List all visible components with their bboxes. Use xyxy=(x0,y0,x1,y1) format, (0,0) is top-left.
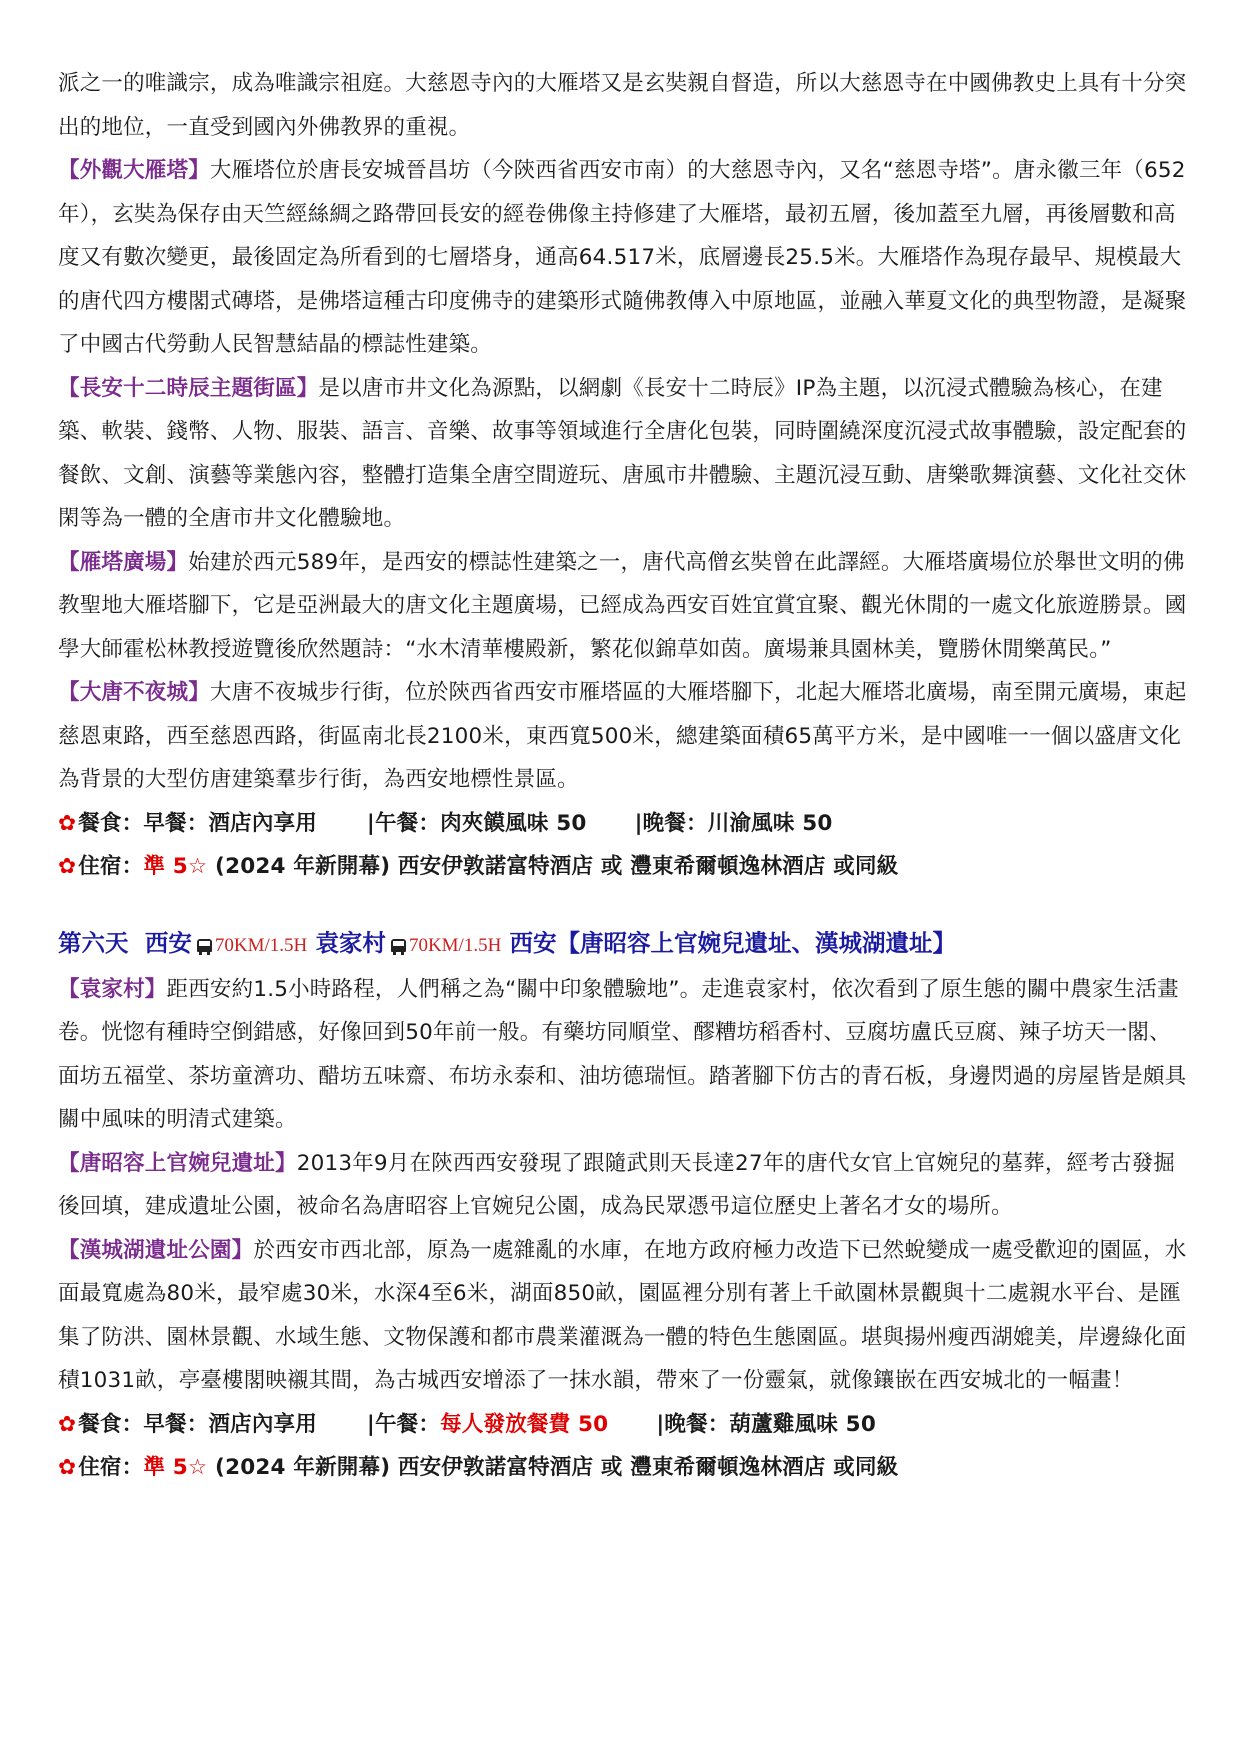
day-label: 第六天 xyxy=(58,928,129,957)
hotel-text: (2024 年新開幕) 西安伊敦諾富特酒店 或 灃東希爾頓逸林酒店 或同級 xyxy=(207,854,899,879)
day6-heading xyxy=(58,921,1188,968)
paragraph-text: 始建於西元589年，是西安的標誌性建築之一，唐代高僧玄奘曾在此譯經。大雁塔廣場位於舉世文明的佛教聖地大雁塔腳下，它是亞洲最大的唐文化主題廣場，已經成為西安百姓宜賞宜聚、觀光休閒的一處文化旅遊勝景。國學大師霍松林教授遊覽後欣然題詩：“水木清華樓殿新，繁花似錦草如茵。廣場兼具園林美，覽勝休閒樂萬民。” xyxy=(58,549,1187,662)
flower-icon: ✿ xyxy=(58,854,77,879)
dinner-text: 晚餐：葫蘆雞風味 50 xyxy=(664,1411,876,1437)
separator: | xyxy=(366,810,375,836)
paragraph-text: 派之一的唯識宗，成為唯識宗祖庭。大慈恩寺內的大雁塔又是玄奘親自督造，所以大慈恩寺在中國佛教史上具有十分突出的地位，一直受到國內外佛教界的重視。 xyxy=(58,71,1187,140)
lunch-text: 每人發放餐費 50 xyxy=(440,1411,609,1437)
hotel-text: (2024 年新開幕) 西安伊敦諾富特酒店 或 灃東希爾頓逸林酒店 或同級 xyxy=(207,1455,899,1480)
paragraph-text: 是以唐市井文化為源點，以網劇《長安十二時辰》IP為主題，以沉浸式體驗為核心，在建築、軟裝、錢幣、人物、服裝、語言、音樂、故事等領域進行全唐化包裝，同時圍繞深度沉浸式故事體驗，設定配套的餐飲、文創、演藝等業態內容，整體打造集全唐空間遊玩、唐風市井體驗、主題沉浸互動、唐樂歌舞演藝、文化社交休閑等為一體的全唐市井文化體驗地。 xyxy=(58,375,1187,531)
section-tag: 【大唐不夜城】 xyxy=(58,680,210,705)
page-content xyxy=(58,62,1188,1490)
city-mid: 袁家村 xyxy=(315,928,386,957)
city-from: 西安 xyxy=(144,928,192,957)
distance-1: 70KM/1.5H xyxy=(214,934,308,956)
stay-label: 住宿： xyxy=(78,854,144,879)
paragraph-text: 距西安約1.5小時路程，人們稱之為“關中印象體驗地”。走進袁家村，依次看到了原生態的關中農家生活畫卷。恍惚有種時空倒錯感，好像回到50年前一般。有藥坊同順堂、醪糟坊稻香村、豆腐坊盧氏豆腐、辣子坊天一閣、面坊五福堂、茶坊童濟功、醋坊五味齋、布坊永泰和、油坊德瑞恒。踏著腳下仿古的青石板，身邊閃過的房屋皆是頗具關中風味的明清式建築。 xyxy=(58,976,1187,1132)
meal-line-day6 xyxy=(58,1403,1188,1447)
lunch-label: 午餐： xyxy=(374,1411,441,1437)
paragraph-text: 於西安市西北部，原為一處雜亂的水庫，在地方政府極力改造下已然蛻變成一處受歡迎的園區，水面最寬處為80米，最窄處30米，水深4至6米，湖面850畝，園區裡分別有著上千畝園林景觀與十二處親水平台、是匯集了防洪、園林景觀、水域生態、文物保護和都市農業灌溉為一體的特色生態園區。堪與揚州瘦西湖媲美，岸邊綠化面積1031畝，亭臺樓閣映襯其間，為古城西安增添了一抹水韻，帶來了一份靈氣，就像鑲嵌在西安城北的一幅畫！ xyxy=(58,1237,1187,1393)
breakfast-text: 餐食：早餐：酒店內享用 xyxy=(78,1411,317,1437)
separator: | xyxy=(656,1411,665,1437)
paragraph-text: 大雁塔位於唐長安城晉昌坊（今陝西省西安市南）的大慈恩寺內，又名“慈恩寺塔”。唐永徽三年（652年），玄奘為保存由天竺經絲綢之路帶回長安的經卷佛像主持修建了大雁塔，最初五層，後加蓋至九層，再後層數和高度又有數次變更，最後固定為所看到的七層塔身，通高64.517米，底層邊長25.5米。大雁塔作為現存最早、規模最大的唐代四方樓閣式磚塔，是佛塔這種古印度佛寺的建築形式隨佛教傳入中原地區，並融入華夏文化的典型物證，是凝聚了中國古代勞動人民智慧結晶的標誌性建築。 xyxy=(58,158,1187,357)
paragraph-shangguan-waner-site xyxy=(58,1142,1188,1229)
lunch-text: 午餐：肉夾饃風味 50 xyxy=(374,810,587,836)
paragraph-datang-everbright-city xyxy=(58,671,1188,802)
stay-line-day6 xyxy=(58,1446,1188,1490)
bus-icon xyxy=(197,939,212,952)
stay-line-day5 xyxy=(58,845,1188,889)
section-tag: 【雁塔廣場】 xyxy=(58,549,189,575)
section-tag: 【袁家村】 xyxy=(58,976,167,1002)
paragraph-big-wild-goose-pagoda xyxy=(58,149,1188,367)
paragraph-changan-12-hours xyxy=(58,367,1188,541)
section-tag: 【漢城湖遺址公園】 xyxy=(58,1237,254,1263)
section-tag: 【唐昭容上官婉兒遺址】 xyxy=(58,1150,297,1176)
city-to: 西安【唐昭容上官婉兒遺址、漢城湖遺址】 xyxy=(509,928,956,957)
paragraph-pagoda-square xyxy=(58,541,1188,672)
hotel-rating: 準 5☆ xyxy=(143,1455,208,1480)
flower-icon: ✿ xyxy=(58,1455,77,1480)
section-tag: 【外觀大雁塔】 xyxy=(58,158,210,183)
separator: | xyxy=(366,1411,375,1437)
separator: | xyxy=(634,810,643,836)
paragraph-text: 大唐不夜城步行街，位於陝西省西安市雁塔區的大雁塔腳下，北起大雁塔北廣場，南至開元廣場，東起慈恩東路，西至慈恩西路，街區南北長2100米，東西寬500米，總建築面積65萬平方米，是中國唯一一個以盛唐文化為背景的大型仿唐建築羣步行街，為西安地標性景區。 xyxy=(58,680,1187,792)
bus-icon xyxy=(391,939,406,952)
hotel-rating: 準 5☆ xyxy=(143,854,208,879)
flower-icon: ✿ xyxy=(58,810,77,836)
meal-line-day5 xyxy=(58,802,1188,846)
paragraph-dacien-temple xyxy=(58,62,1188,149)
section-tag: 【長安十二時辰主題街區】 xyxy=(58,375,319,401)
stay-label: 住宿： xyxy=(78,1455,144,1480)
flower-icon: ✿ xyxy=(58,1411,77,1437)
paragraph-yuanjia-village xyxy=(58,968,1188,1142)
breakfast-text: 餐食：早餐：酒店內享用 xyxy=(78,810,317,836)
paragraph-text: 2013年9月在陝西西安發現了跟隨武則天長達27年的唐代女官上官婉兒的墓葬，經考古發掘後回填，建成遺址公園，被命名為唐昭容上官婉兒公園，成為民眾憑弔這位歷史上著名才女的場所。 xyxy=(58,1150,1176,1219)
distance-2: 70KM/1.5H xyxy=(408,934,502,956)
paragraph-hancheng-lake-park xyxy=(58,1229,1188,1403)
dinner-text: 晚餐：川渝風味 50 xyxy=(642,810,833,836)
